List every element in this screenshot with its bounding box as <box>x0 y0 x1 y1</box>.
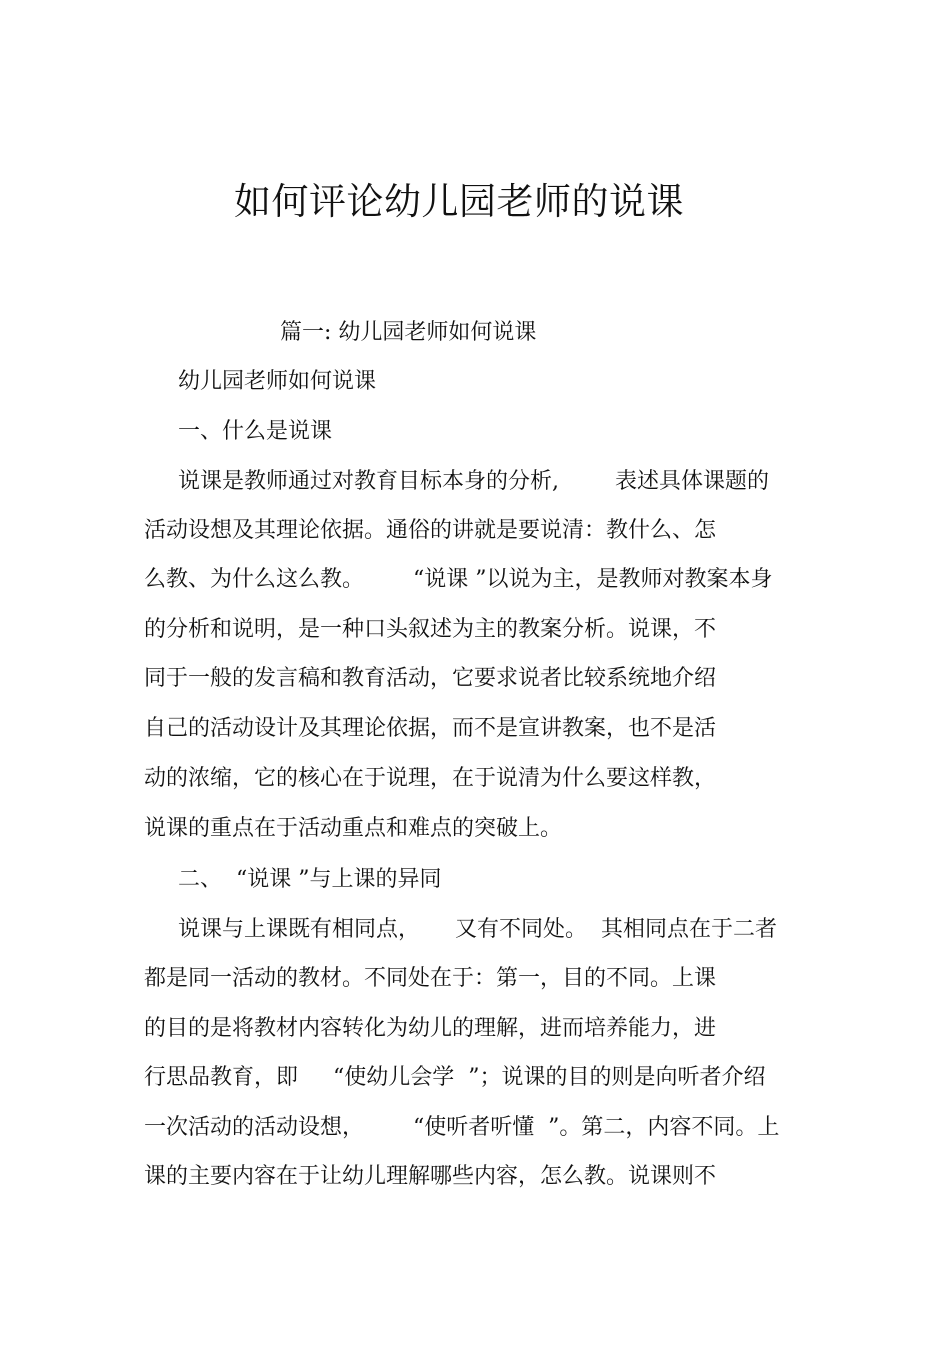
heading-shuoke-vs-class: 二、 “说课 ”与上课的异同 <box>178 867 442 892</box>
paragraph-line: 课的主要内容在于让幼儿理解哪些内容，怎么教。说课则不 <box>144 1164 717 1189</box>
paragraph-line: 说课是教师通过对教育目标本身的分析, 表述具体课题的 <box>178 469 769 494</box>
section-heading: 篇一: 幼儿园老师如何说课 <box>280 320 537 345</box>
paragraph-line: 的目的是将教材内容转化为幼儿的理解，进而培养能力，进 <box>144 1016 717 1041</box>
paragraph-line: 动的浓缩，它的核心在于说理，在于说清为什么要这样教， <box>144 766 717 791</box>
paragraph-line: 活动设想及其理论依据。通俗的讲就是要说清：教什么、怎 <box>144 518 717 543</box>
paragraph-line: 一次活动的活动设想， “使听者听懂 ”。第二，内容不同。上 <box>144 1115 780 1140</box>
paragraph-line: 的分析和说明，是一种口头叙述为主的教案分析。说课，不 <box>144 617 717 642</box>
paragraph-line: 同于一般的发言稿和教育活动，它要求说者比较系统地介绍 <box>144 666 717 691</box>
document-title: 如何评论幼儿园老师的说课 <box>234 180 684 223</box>
paragraph-line: 都是同一活动的教材。不同处在于：第一，目的不同。上课 <box>144 966 717 991</box>
paragraph-line: 么教、为什么这么教。 “说课 ”以说为主，是教师对教案本身 <box>144 567 773 592</box>
intro-heading: 幼儿园老师如何说课 <box>178 369 377 394</box>
paragraph-line: 自己的活动设计及其理论依据，而不是宣讲教案，也不是活 <box>144 716 717 741</box>
heading-what-is-shuoke: 一、什么是说课 <box>178 419 333 444</box>
paragraph-line: 行思品教育，即 “使幼儿会学 ”；说课的目的则是向听者介绍 <box>144 1065 766 1090</box>
paragraph-line: 说课与上课既有相同点， 又有不同处。 其相同点在于二者 <box>178 917 777 942</box>
paragraph-line: 说课的重点在于活动重点和难点的突破上。 <box>144 816 563 841</box>
